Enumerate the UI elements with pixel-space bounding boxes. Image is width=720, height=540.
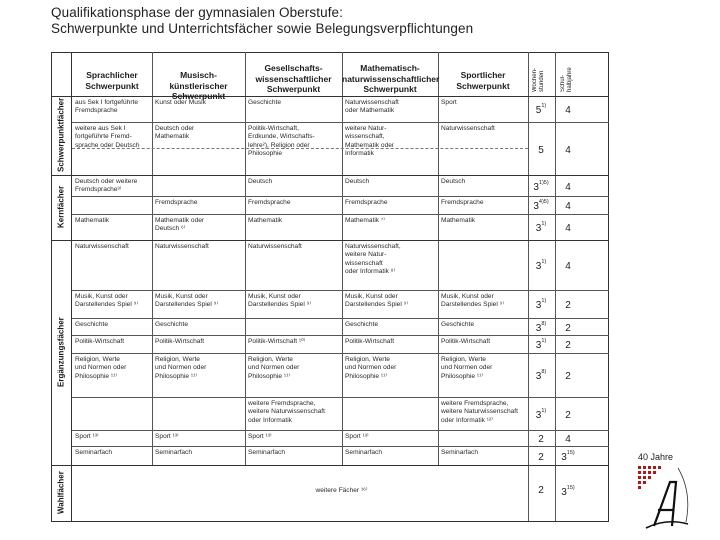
hours-number: 3: [535, 340, 542, 351]
table-cell: Politik-Wirtschaft ¹⁰⁾: [248, 338, 306, 345]
table-cell: Politik-Wirtschaft: [441, 338, 491, 345]
anniversary-logo: [636, 452, 698, 532]
table-cell: Naturwissenschaft: [75, 243, 129, 250]
table-cell: Musik, Kunst oder Darstellendes Spiel ⁹⁾: [345, 293, 409, 309]
hours-number: 2: [538, 434, 544, 445]
logo-caption: 40 Jahre: [638, 452, 674, 462]
grid-line: [72, 430, 609, 431]
table-cell: Naturwissenschaft: [441, 125, 495, 132]
terms-value: [555, 221, 581, 234]
terms-number: 4: [565, 261, 571, 272]
table-cell: Sport: [441, 99, 457, 106]
table-cell: Kunst oder Musik: [155, 99, 206, 106]
hours-footnote: 1): [541, 103, 547, 109]
terms-value: [555, 199, 581, 212]
terms-value: [555, 259, 581, 272]
hours-number: 3: [533, 201, 539, 212]
hours-value: [528, 298, 554, 311]
hours-footnote: 1): [541, 407, 547, 414]
hours-value: [528, 338, 554, 351]
table-cell: Religion, Werte und Normen oder Philosophie ¹¹⁾: [75, 356, 127, 380]
hours-value: [528, 450, 554, 463]
hours-footnote: 1)5): [538, 179, 549, 186]
hours-value: [528, 143, 554, 156]
terms-number: 4: [565, 223, 571, 234]
terms-value: [555, 338, 581, 351]
logo-letter-a: [654, 482, 676, 526]
table-cell: Religion, Werte und Normen oder Philosophie ¹¹⁾: [155, 356, 207, 380]
table-cell: Geschichte: [75, 321, 108, 328]
grid-line: [72, 214, 609, 215]
table-cell: Politik-Wirtschaft, Erdkunde, Wirtschafts- lehre²), Religion oder Philosophie: [248, 125, 315, 158]
table-cell: Sport ¹³⁾: [345, 433, 369, 440]
table-cell: Deutsch: [345, 178, 370, 185]
hours-number: 3: [535, 371, 542, 382]
grid-line: [72, 353, 609, 354]
hours-number: 3: [535, 322, 542, 334]
table-cell: Deutsch: [248, 178, 273, 185]
hours-value: [528, 199, 554, 212]
hours-footnote: 4)5): [538, 199, 549, 205]
grid-line: [72, 290, 609, 291]
hours-number: 2: [538, 451, 544, 463]
table-cell: Sport ¹³⁾: [248, 433, 272, 440]
hours-value: [528, 369, 554, 382]
hours-value: [528, 408, 554, 421]
table-cell: Seminarfach: [75, 449, 113, 456]
hours-number: 5: [538, 144, 544, 156]
header-sprachlich: Sprachlicher Schwerpunkt: [85, 70, 139, 91]
terms-number: 4: [565, 201, 571, 212]
hours-value: [528, 180, 554, 193]
grid-line: [51, 175, 609, 176]
table-cell: Sport ¹³⁾: [75, 433, 99, 440]
table-cell: Deutsch: [441, 178, 466, 185]
hours-footnote: 1): [541, 338, 547, 344]
grid-line: [51, 96, 609, 97]
grid-line: [72, 335, 609, 336]
hours-number: 3: [535, 223, 542, 234]
table-cell: Mathematik: [75, 217, 110, 224]
wahl-hours: 2: [538, 485, 544, 496]
terms-value: [555, 408, 581, 421]
terms-value: [555, 369, 581, 382]
table-cell: Mathematik: [441, 217, 476, 224]
grid-line: [51, 465, 609, 466]
table-cell: Religion, Werte und Normen oder Philosophie ¹¹⁾: [248, 356, 300, 380]
table-cell: weitere Fremdsprache, weitere Naturwissenschaft oder Informatik: [248, 400, 325, 424]
table-cell: Naturwissenschaft: [155, 243, 209, 250]
section-kern: Kernfächer: [56, 185, 66, 229]
terms-number: 2: [565, 340, 571, 351]
terms-value: [555, 450, 581, 463]
hours-footnote: 1): [541, 259, 547, 265]
terms-value: [555, 298, 581, 311]
table-cell: Geschichte: [248, 99, 281, 106]
terms-footnote: 15): [566, 449, 575, 456]
grid-line: [72, 397, 609, 398]
table-cell: Naturwissenschaft oder Mathematik: [345, 99, 399, 115]
header-gesellschaft: Gesellschafts- wissenschaftlicher Schwerpunkt: [255, 63, 332, 94]
hours-number: 5: [535, 105, 542, 116]
header-wochenstunden: Wochen- stunden: [532, 68, 545, 92]
table-cell: Musik, Kunst oder Darstellendes Spiel ⁹⁾: [155, 293, 219, 309]
terms-value: [555, 180, 581, 193]
table-cell: Geschichte: [155, 321, 188, 328]
hours-number: 3: [533, 181, 539, 193]
header-schulhalbjahre: Schul- halbjahre: [560, 67, 573, 92]
table-cell: Musik, Kunst oder Darstellendes Spiel ⁹⁾: [75, 293, 139, 309]
table-cell: aus Sek I fortgeführte Fremdsprache: [75, 99, 139, 115]
table-cell: Politik-Wirtschaft: [345, 338, 395, 345]
table-cell: Seminarfach: [248, 449, 286, 456]
section-schwerpunkt: Schwerpunktfächer: [56, 97, 66, 173]
hours-value: [528, 103, 554, 116]
wahl-terms: 3$^{15)}$: [561, 485, 575, 498]
table-cell: Fremdsprache: [441, 199, 484, 206]
table-cell: Politik-Wirtschaft: [75, 338, 125, 345]
terms-number: 4: [565, 434, 571, 445]
table-cell: Musik, Kunst oder Darstellendes Spiel ⁹⁾: [248, 293, 312, 309]
header-musisch: Musisch-künstlerischer Schwerpunkt: [169, 70, 228, 101]
terms-number: 2: [565, 409, 571, 421]
table-cell: weitere Natur- wissenschaft, Mathematik oder Informatik: [345, 125, 395, 158]
table-cell: Deutsch oder weitere Fremdsprache³⁾: [75, 178, 138, 194]
terms-value: [555, 143, 581, 156]
table-cell: Seminarfach: [345, 449, 383, 456]
table-cell: Geschichte: [441, 321, 474, 328]
table-cell: Religion, Werte und Normen oder Philosophie ¹¹⁾: [441, 356, 493, 380]
hours-footnote: 1): [541, 298, 547, 304]
table-cell: Religion, Werte und Normen oder Philosophie ¹¹⁾: [345, 356, 397, 380]
page-title: Qualifikationsphase der gymnasialen Oberstufe:: [51, 5, 344, 20]
table-cell: Musik, Kunst oder Darstellendes Spiel ⁹⁾: [441, 293, 505, 309]
table-cell: Fremdsprache: [155, 199, 198, 206]
table-cell: weitere aus Sek I fortgeführte Fremd- sprache oder Deutsch: [75, 125, 140, 149]
grid-line: [72, 318, 609, 319]
terms-number: 2: [565, 371, 571, 382]
terms-number: 4: [565, 181, 571, 193]
hours-footnote: 1): [541, 221, 547, 227]
header-sport: Sportlicher Schwerpunkt: [456, 70, 510, 91]
terms-number: 4: [565, 144, 571, 156]
table-cell: Seminarfach: [441, 449, 479, 456]
table-cell: Mathematik: [248, 217, 283, 224]
terms-number: 2: [565, 300, 571, 311]
table-cell: weitere Fremdsprache, weitere Naturwissenschaft oder Informatik ¹²⁾: [441, 400, 518, 424]
hours-number: 3: [535, 261, 542, 272]
hours-number: 3: [535, 300, 542, 311]
wahl-text: weitere Fächer ¹⁶⁾: [315, 487, 368, 494]
terms-value: [555, 103, 581, 116]
section-wahl: Wahlfächer: [56, 471, 66, 515]
page-subtitle: Schwerpunkte und Unterrichtsfächer sowie Belegungsverpflichtungen: [51, 21, 474, 36]
grid-line: [152, 52, 153, 465]
table-cell: Mathematik oder Deutsch ⁶⁾: [155, 217, 205, 233]
terms-value: [555, 321, 581, 334]
table-cell: Mathematik ⁷⁾: [345, 217, 385, 224]
hours-number: 3: [535, 409, 542, 421]
table-cell: Politik-Wirtschaft: [155, 338, 205, 345]
logo-dot-grid: [638, 466, 661, 489]
terms-value: [555, 432, 581, 445]
grid-line: [72, 196, 609, 197]
table-cell: Deutsch oder Mathematik: [155, 125, 195, 141]
hours-footnote: 8): [541, 320, 547, 327]
grid-line: [72, 122, 609, 123]
grid-line: [51, 240, 609, 241]
terms-number: 3: [561, 451, 567, 463]
table-cell: Fremdsprache: [248, 199, 291, 206]
grid-line: [72, 446, 609, 447]
terms-number: 2: [565, 322, 571, 334]
table-cell: Fremdsprache: [345, 199, 388, 206]
section-ergaenzung: Ergänzungsfächer: [56, 317, 66, 388]
hours-value: [528, 321, 554, 334]
grid-line: [245, 52, 246, 465]
terms-number: 4: [565, 105, 571, 116]
header-mathe: Mathematisch- naturwissenschaftlicher Schwerpunkt: [342, 63, 440, 94]
hours-footnote: 8): [541, 369, 547, 375]
hours-value: [528, 259, 554, 272]
grid-line: [438, 52, 439, 465]
grid-line: [342, 52, 343, 465]
table-cell: Sport ¹³⁾: [155, 433, 179, 440]
table-cell: Naturwissenschaft, weitere Natur- wissenschaft oder Informatik ⁸⁾: [345, 243, 401, 276]
table-cell: Geschichte: [345, 321, 378, 328]
table-cell: Naturwissenschaft: [248, 243, 302, 250]
hours-value: [528, 221, 554, 234]
table-cell: Seminarfach: [155, 449, 193, 456]
hours-value: [528, 432, 554, 445]
